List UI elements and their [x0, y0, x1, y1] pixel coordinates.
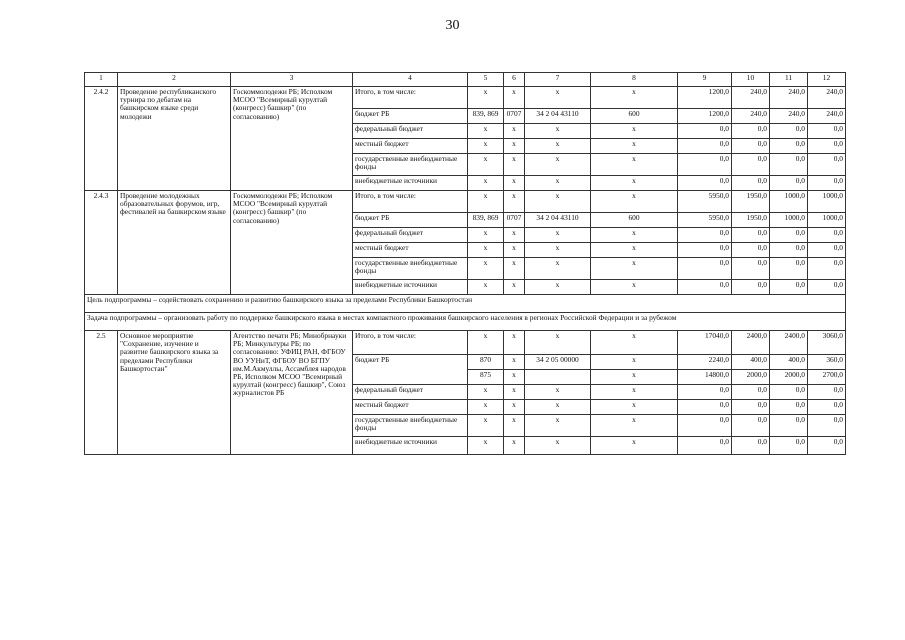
source-label: Итого, в том числе: [353, 87, 468, 109]
value-cell: 0,0 [770, 243, 808, 258]
value-cell: 5950,0 [678, 213, 732, 228]
value-cell: 0,0 [678, 124, 732, 139]
value-cell: х [468, 415, 504, 437]
value-cell: х [525, 400, 591, 415]
value-cell: х [525, 139, 591, 154]
value-cell: 0,0 [770, 415, 808, 437]
source-label: государственные внебюджетные фонды [353, 258, 468, 280]
value-cell: х [504, 243, 525, 258]
value-cell: х [468, 400, 504, 415]
source-label: федеральный бюджет [353, 124, 468, 139]
value-cell: х [525, 280, 591, 295]
value-cell: х [504, 331, 525, 355]
value-cell: х [591, 415, 678, 437]
header-cell: 7 [525, 73, 591, 87]
value-cell: 2400,0 [732, 331, 770, 355]
header-cell: 4 [353, 73, 468, 87]
header-row [85, 73, 846, 87]
value-cell: 400,0 [732, 355, 770, 370]
value-cell: 360,0 [808, 355, 846, 370]
value-cell: х [468, 176, 504, 191]
value-cell: 0,0 [770, 400, 808, 415]
source-label: государственные внебюджетные фонды [353, 154, 468, 176]
value-cell: 17040,0 [678, 331, 732, 355]
item-executors: Агентство печати РБ; Минобрнауки РБ; Минкультуры РБ; по согласованию: УФИЦ РАН, ФГБОУ ВО УУНиТ, ФГБОУ ВО БГПУ им.М.Акмуллы, Ассамблея народов РБ, Исполком МСОО "Всемирный курултай (конгресс) башкир", Союз журналистов РБ [231, 331, 353, 455]
value-cell: 1200,0 [678, 87, 732, 109]
goal-row [85, 295, 846, 313]
value-cell: 0,0 [770, 280, 808, 295]
value-cell: 0,0 [770, 124, 808, 139]
source-label: местный бюджет [353, 243, 468, 258]
value-cell: 0,0 [808, 400, 846, 415]
item-name: Основное мероприятие "Сохранение, изучение и развитие башкирского языка за пределами Республики Башкортостан" [118, 331, 231, 455]
value-cell: х [591, 124, 678, 139]
value-cell: 240,0 [732, 109, 770, 124]
value-cell: 240,0 [770, 87, 808, 109]
value-cell: х [468, 154, 504, 176]
value-cell: х [468, 280, 504, 295]
goal-text: Цель подпрограммы – содействовать сохранению и развитию башкирского языка за пределами Республики Башкортостан [85, 295, 846, 313]
value-cell: х [591, 243, 678, 258]
value-cell: х [591, 385, 678, 400]
value-cell: 0,0 [770, 385, 808, 400]
value-cell: х [504, 355, 525, 370]
table-row [85, 331, 846, 355]
source-label: Итого, в том числе: [353, 191, 468, 213]
value-cell: х [468, 139, 504, 154]
item-executors: Госкоммолодежи РБ; Исполком МСОО "Всемирный курултай (конгресс) башкир" (по согласованию) [231, 87, 353, 191]
value-cell: х [591, 355, 678, 370]
value-cell: х [504, 154, 525, 176]
value-cell: х [468, 258, 504, 280]
value-cell: 34 2 04 43110 [525, 213, 591, 228]
value-cell: х [504, 87, 525, 109]
header-cell: 1 [85, 73, 118, 87]
value-cell: х [504, 191, 525, 213]
value-cell: 870 [468, 355, 504, 370]
source-label: местный бюджет [353, 400, 468, 415]
value-cell: х [591, 331, 678, 355]
value-cell: х [504, 228, 525, 243]
value-cell: 600 [591, 213, 678, 228]
value-cell: х [468, 243, 504, 258]
value-cell: 0,0 [732, 415, 770, 437]
source-label: федеральный бюджет [353, 385, 468, 400]
header-cell: 11 [770, 73, 808, 87]
value-cell: 1000,0 [808, 213, 846, 228]
value-cell: 600 [591, 109, 678, 124]
value-cell: х [525, 437, 591, 455]
value-cell: 2700,0 [808, 370, 846, 385]
value-cell: х [468, 437, 504, 455]
value-cell: х [504, 415, 525, 437]
table-body [85, 73, 846, 455]
value-cell: 0,0 [678, 139, 732, 154]
item-number: 2.4.3 [85, 191, 118, 295]
value-cell: 875 [468, 370, 504, 385]
source-label: бюджет РБ [353, 109, 468, 124]
value-cell: х [591, 191, 678, 213]
value-cell: 0,0 [732, 154, 770, 176]
value-cell: 0,0 [808, 154, 846, 176]
page-number: 30 [445, 18, 460, 33]
value-cell: х [504, 385, 525, 400]
value-cell: х [591, 176, 678, 191]
header-cell: 2 [118, 73, 231, 87]
value-cell: 0,0 [770, 154, 808, 176]
value-cell: 839, 869 [468, 109, 504, 124]
header-cell: 10 [732, 73, 770, 87]
value-cell: х [591, 400, 678, 415]
value-cell: 5950,0 [678, 191, 732, 213]
value-cell: х [504, 400, 525, 415]
value-cell: х [591, 154, 678, 176]
source-label: местный бюджет [353, 139, 468, 154]
value-cell: 839, 869 [468, 213, 504, 228]
value-cell: х [468, 385, 504, 400]
value-cell: 1000,0 [770, 191, 808, 213]
value-cell: 240,0 [808, 87, 846, 109]
value-cell: х [504, 124, 525, 139]
value-cell: х [525, 154, 591, 176]
value-cell: 0,0 [770, 258, 808, 280]
value-cell: 400,0 [770, 355, 808, 370]
value-cell: х [504, 176, 525, 191]
value-cell: 14800,0 [678, 370, 732, 385]
value-cell: х [504, 370, 525, 385]
value-cell: 240,0 [770, 109, 808, 124]
value-cell: х [525, 415, 591, 437]
value-cell: 0,0 [732, 176, 770, 191]
value-cell: х [591, 139, 678, 154]
value-cell: х [525, 124, 591, 139]
value-cell: 1000,0 [770, 213, 808, 228]
value-cell: х [525, 385, 591, 400]
value-cell: 0,0 [732, 258, 770, 280]
value-cell: 0,0 [678, 280, 732, 295]
value-cell: 0,0 [808, 280, 846, 295]
value-cell: х [525, 243, 591, 258]
item-name: Проведение молодежных образовательных форумов, игр, фестивалей на башкирском языке [118, 191, 231, 295]
value-cell: х [468, 331, 504, 355]
value-cell: 0,0 [732, 385, 770, 400]
value-cell: 2400,0 [770, 331, 808, 355]
value-cell: 1950,0 [732, 191, 770, 213]
source-label: Итого, в том числе: [353, 331, 468, 355]
value-cell: х [591, 370, 678, 385]
value-cell: 0,0 [808, 124, 846, 139]
value-cell: х [591, 87, 678, 109]
value-cell: 1200,0 [678, 109, 732, 124]
value-cell: х [525, 228, 591, 243]
item-name: Проведение республиканского турнира по дебатам на башкирском языке среди молодежи [118, 87, 231, 191]
value-cell: 2000,0 [732, 370, 770, 385]
value-cell: х [525, 176, 591, 191]
value-cell: х [591, 258, 678, 280]
value-cell: х [468, 124, 504, 139]
value-cell: 0,0 [732, 280, 770, 295]
value-cell: х [504, 437, 525, 455]
value-cell: 1950,0 [732, 213, 770, 228]
source-label: внебюджетные источники [353, 280, 468, 295]
value-cell: 0,0 [732, 437, 770, 455]
header-cell: 5 [468, 73, 504, 87]
value-cell: 0,0 [770, 228, 808, 243]
table-row [85, 191, 846, 213]
header-cell: 3 [231, 73, 353, 87]
source-label: бюджет РБ [353, 355, 468, 385]
value-cell: 0,0 [678, 415, 732, 437]
header-cell: 6 [504, 73, 525, 87]
value-cell: 0,0 [732, 400, 770, 415]
value-cell: х [468, 191, 504, 213]
value-cell: х [504, 139, 525, 154]
value-cell: 0,0 [808, 228, 846, 243]
value-cell: 0,0 [678, 258, 732, 280]
value-cell: 0,0 [678, 228, 732, 243]
value-cell: 0,0 [808, 437, 846, 455]
value-cell [525, 370, 591, 385]
value-cell: 0,0 [808, 243, 846, 258]
header-cell: 8 [591, 73, 678, 87]
item-executors: Госкоммолодежи РБ; Исполком МСОО "Всемирный курултай (конгресс) башкир" (по согласованию) [231, 191, 353, 295]
source-label: внебюджетные источники [353, 437, 468, 455]
value-cell: 34 2 05 00000 [525, 355, 591, 370]
value-cell: х [504, 258, 525, 280]
item-number: 2.5 [85, 331, 118, 455]
value-cell: 0,0 [678, 437, 732, 455]
value-cell: х [525, 258, 591, 280]
value-cell: х [525, 191, 591, 213]
value-cell: 0,0 [678, 176, 732, 191]
source-label: государственные внебюджетные фонды [353, 415, 468, 437]
value-cell: 2000,0 [770, 370, 808, 385]
value-cell: 0,0 [808, 415, 846, 437]
value-cell: 0,0 [808, 176, 846, 191]
value-cell: 240,0 [732, 87, 770, 109]
value-cell: 0707 [504, 213, 525, 228]
value-cell: 0,0 [732, 228, 770, 243]
value-cell: 34 2 04 43110 [525, 109, 591, 124]
value-cell: 0,0 [732, 124, 770, 139]
value-cell: 0,0 [678, 385, 732, 400]
value-cell: 0,0 [732, 243, 770, 258]
budget-table [84, 72, 846, 455]
header-cell: 9 [678, 73, 732, 87]
header-cell: 12 [808, 73, 846, 87]
value-cell: 2240,0 [678, 355, 732, 370]
task-row [85, 313, 846, 331]
value-cell: 0,0 [808, 385, 846, 400]
value-cell: х [591, 228, 678, 243]
value-cell: х [591, 437, 678, 455]
source-label: внебюджетные источники [353, 176, 468, 191]
value-cell: 0,0 [770, 437, 808, 455]
table-row [85, 87, 846, 109]
value-cell: 3060,0 [808, 331, 846, 355]
value-cell: 0,0 [678, 400, 732, 415]
item-number: 2.4.2 [85, 87, 118, 191]
value-cell: х [504, 280, 525, 295]
value-cell: 0,0 [678, 154, 732, 176]
source-label: бюджет РБ [353, 213, 468, 228]
value-cell: 0,0 [770, 176, 808, 191]
value-cell: 0,0 [770, 139, 808, 154]
value-cell: 0,0 [732, 139, 770, 154]
value-cell: х [525, 331, 591, 355]
value-cell: х [525, 87, 591, 109]
value-cell: 0,0 [678, 243, 732, 258]
value-cell: х [468, 87, 504, 109]
value-cell: 0,0 [808, 258, 846, 280]
value-cell: 1000,0 [808, 191, 846, 213]
task-text: Задача подпрограммы – организовать работу по поддержке башкирского языка в местах компактного проживания башкирского населения в регионах Российской Федерации и за рубежом [85, 313, 846, 331]
value-cell: 240,0 [808, 109, 846, 124]
value-cell: 0,0 [808, 139, 846, 154]
value-cell: х [468, 228, 504, 243]
value-cell: х [591, 280, 678, 295]
value-cell: 0707 [504, 109, 525, 124]
source-label: федеральный бюджет [353, 228, 468, 243]
